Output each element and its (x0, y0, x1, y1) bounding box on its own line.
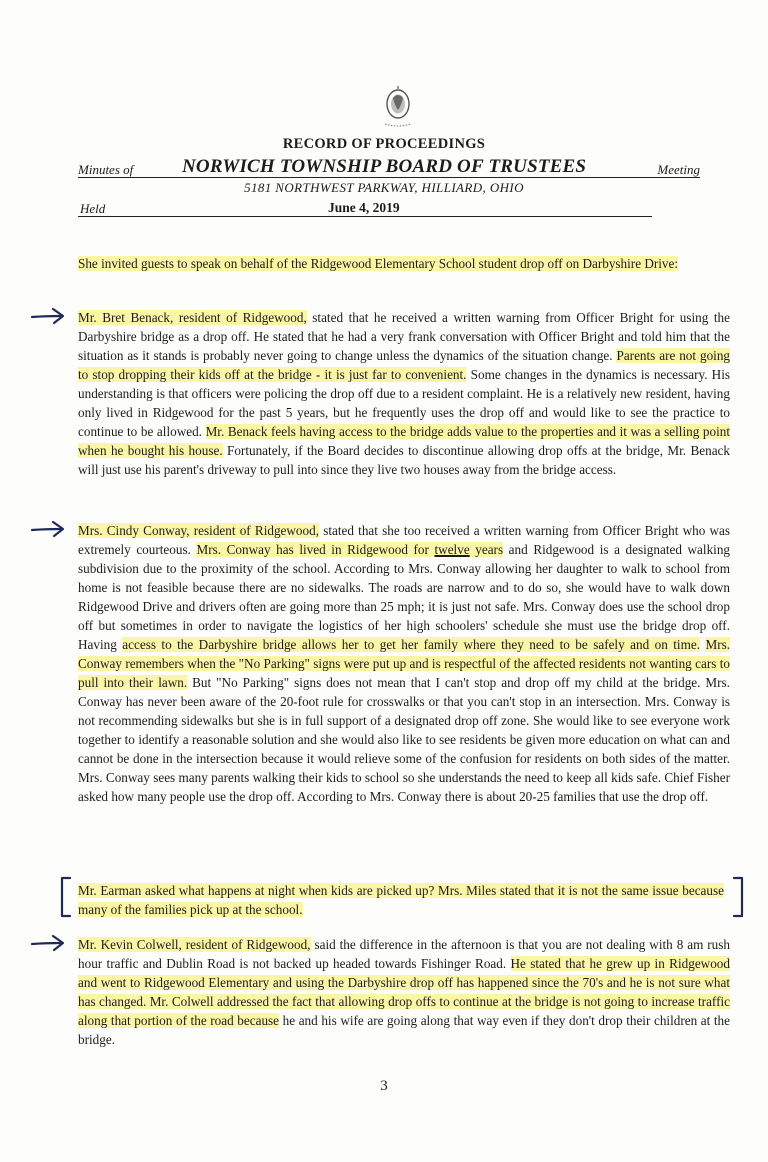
paragraph-text: and Ridgewood is a designated walking subdivision due to the proximity of the school. According to Mrs. Conway allowing her daughter to walk to school from home is not feasible because there are no sidewalks. The roads are narrow and to do so, she would have to walk down Ridgewood Drive and drivers often are going more than 25 mph; it is just not safe. Mrs. Conway does use the school drop off but sometimes in order to navigate the logistics of her high schoolers' schedule she must use the bridge drop off. Having (78, 542, 731, 652)
paragraph-text: Fortunately, if the Board decides to discontinue allowing drop offs at the bridge, Mr. Benack will just use his parent's driveway to pull into since they live two houses away from the bridge access. (78, 443, 730, 477)
handwritten-bracket-icon (732, 876, 746, 918)
highlighted-text: She invited guests to speak on behalf of the Ridgewood Elementary School student drop off on Darbyshire Drive: (78, 256, 679, 271)
board-name: NORWICH TOWNSHIP BOARD OF TRUSTEES (182, 156, 587, 177)
held-label: Held (80, 201, 106, 216)
paragraph-intro (78, 254, 730, 273)
header-rule (78, 177, 700, 178)
highlighted-text: access to the Darbyshire bridge allows her to get her family where they need to be safely and on time. (122, 637, 701, 652)
held-rule (78, 216, 652, 217)
paragraph-text: Some changes in the dynamics is necessary. His understanding is that officers were policing the drop off due to a resident complaint. He is a relatively new resident, having only lived in Ridgewood for the past 5 years, but he frequently uses the drop off and would like to see the practice to continue to be allowed. (78, 367, 730, 439)
paragraph-earman (78, 881, 724, 919)
highlighted-text: Mrs. Conway remembers when the "No Parking" signs were put up and is respectful of the affected residents not wanting cars to pull into their lawn. (78, 637, 731, 690)
highlighted-text: He stated that he grew up in Ridgewood and went to Ridgewood Elementary and using the Darbyshire drop off has happened since the 70's and he is not sure what has changed. Mr. Colwell addressed the fact that allowing drop offs to continue at the bridge is not going to increase traffic along that portion of the road because (78, 956, 730, 1028)
speaker-name: Mrs. Cindy Conway, resident of Ridgewood, (78, 523, 319, 538)
handwritten-arrow-icon (30, 519, 66, 539)
paragraph-text: said the difference in the afternoon is that you are not dealing with 8 am rush hour traffic and Dublin Road is not backed up headed towards Fishinger Road. (78, 937, 730, 971)
held-row (78, 201, 652, 219)
minutes-of-label: Minutes of (78, 162, 134, 177)
paragraph-text: stated that he received a written warning from Officer Bright for using the Darbyshire bridge as a drop off. He stated that he had a very frank conversation with Officer Bright and told him that the situation as it stands is probably never going to change unless the dynamics of the situation change. (78, 310, 730, 363)
paragraph-benack (78, 308, 730, 479)
highlighted-text: years (469, 542, 504, 557)
paragraph-colwell (78, 935, 730, 1049)
paragraph-text: But "No Parking" signs does not mean that I can't stop and drop off my child at the bridge. Mrs. Conway has never been aware of the 20-foot rule for crosswalks or that you can't stop in an intersection. Mrs. Conway is not recommending sidewalks but she is in full support of a designated drop off zone. She would like to see everyone work together to identify a reasonable solution and she would also like to see residents be given more education on what can and cannot be done in the intersection because it would relieve some of the confusion for residents on both sides of the matter. Mrs. Conway sees many parents walking their kids to school so she understands the need to keep all kids safe. Chief Fisher asked how many people use the drop off. According to Mrs. Conway there is about 20-25 families that use the drop off. (78, 675, 730, 804)
handwritten-bracket-icon (58, 876, 72, 918)
handwritten-arrow-icon (30, 933, 66, 953)
highlighted-text: Mr. Earman asked what happens at night when kids are picked up? Mrs. Miles stated that it is not the same issue because many of the families pick up at the school. (78, 883, 724, 917)
paragraph-conway (78, 521, 730, 806)
underlined-text: twelve (434, 542, 470, 557)
page-number: 3 (380, 1078, 388, 1094)
record-title: RECORD OF PROCEEDINGS (282, 136, 486, 152)
meeting-date: June 4, 2019 (328, 200, 400, 215)
highlighted-text: Mr. Benack feels having access to the bridge adds value to the properties and it was a selling point when he bought his house. (78, 424, 731, 458)
highlighted-text: Parents are not going to stop dropping their kids off at the bridge - it is just far to convenient. (78, 348, 731, 382)
handwritten-arrow-icon (30, 306, 66, 326)
paragraph-text: he and his wife are going along that way even if they don't drop their children at the bridge. (78, 1013, 731, 1047)
speaker-name: Mr. Bret Benack, resident of Ridgewood, (78, 310, 307, 325)
paragraph-text: stated that she too received a written warning from Officer Bright who was extremely courteous. (78, 523, 730, 557)
board-address: 5181 NORTHWEST PARKWAY, HILLIARD, OHIO (244, 180, 524, 195)
township-seal-icon (382, 86, 414, 132)
speaker-name: Mr. Kevin Colwell, resident of Ridgewood, (78, 937, 311, 952)
minutes-header-row (78, 156, 700, 180)
highlighted-text: Mrs. Conway has lived in Ridgewood for (196, 542, 435, 557)
meeting-label: Meeting (657, 162, 700, 177)
